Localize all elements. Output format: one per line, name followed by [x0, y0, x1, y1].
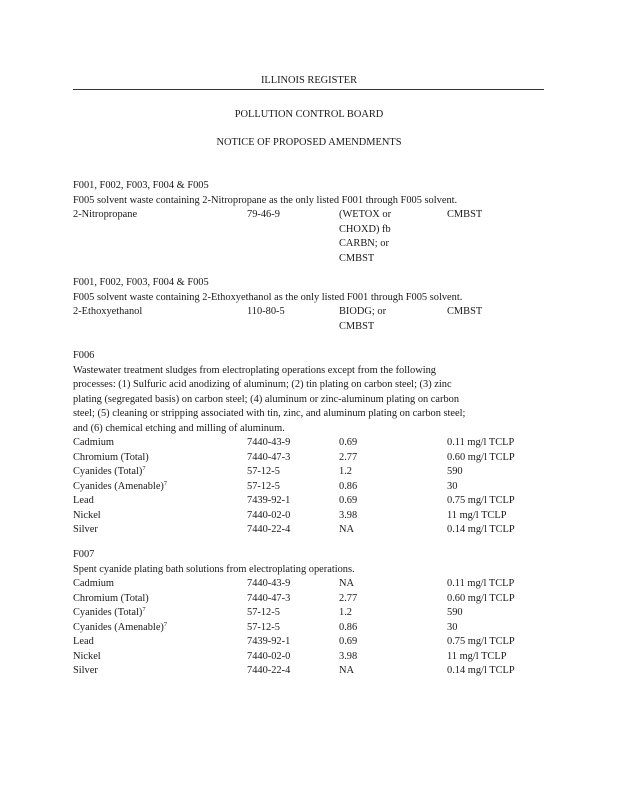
cas-number: 57-12-5: [247, 466, 280, 477]
cas-number: 7440-22-4: [247, 524, 291, 535]
waste-code: F001, F002, F003, F004 & F005: [73, 277, 209, 288]
wastewater-standard: 0.69: [339, 495, 358, 506]
wastewater-standard: NA: [339, 524, 355, 535]
constituent-name: 2-Ethoxyethanol: [73, 306, 143, 317]
constituent-name: Chromium (Total): [73, 451, 149, 463]
wastewater-standard: 3.98: [339, 509, 358, 521]
nonwastewater-standard: 590: [447, 607, 463, 618]
nonwastewater-standard: CMBST: [447, 306, 483, 317]
cas-number: 7440-02-0: [247, 650, 291, 662]
nonwastewater-standard: 11 mg/l TCLP: [447, 650, 507, 662]
nonwastewater-standard: 0.60 mg/l TCLP: [447, 592, 515, 604]
wastewater-standard: NA: [339, 578, 355, 589]
constituent-name: Chromium (Total): [73, 592, 149, 604]
cas-number: 7439-92-1: [247, 495, 291, 506]
nonwastewater-standard: 0.11 mg/l TCLP: [447, 578, 515, 589]
nonwastewater-standard: 0.60 mg/l TCLP: [447, 451, 515, 463]
wastewater-standard: 2.77: [339, 592, 358, 604]
nonwastewater-standard: 0.75 mg/l TCLP: [447, 636, 515, 647]
nonwastewater-standard: 590: [447, 466, 463, 477]
constituent-name: Nickel: [73, 509, 101, 521]
nonwastewater-standard: 0.14 mg/l TCLP: [447, 665, 515, 676]
constituent-name: Cyanides (Amenable)$^7$: [73, 479, 168, 492]
nonwastewater-standard: 30: [447, 621, 458, 633]
cas-number: 57-12-5: [247, 480, 280, 492]
constituent-name: Lead: [73, 495, 94, 506]
cas-number: 57-12-5: [247, 621, 280, 633]
cas-number: 7439-92-1: [247, 636, 291, 647]
nonwastewater-standard: 0.14 mg/l TCLP: [447, 524, 515, 535]
waste-description: Wastewater treatment sludges from electroplating operations except from the following: [73, 364, 437, 376]
wastewater-standard: BIODG; or: [339, 306, 387, 317]
nonwastewater-standard: CMBST: [447, 209, 483, 220]
constituent-name: Cyanides (Total)$^7$: [73, 465, 146, 477]
wastewater-standard: NA: [339, 665, 355, 676]
cas-number: 7440-02-0: [247, 509, 291, 521]
footnote-marker: 7: [163, 620, 168, 628]
constituent-name: Cadmium: [73, 437, 114, 448]
constituent-name: 2-Nitropropane: [73, 209, 138, 220]
cas-number: 79-46-9: [247, 209, 280, 220]
wastewater-standard: (WETOX or: [339, 209, 392, 220]
constituent-name: Cadmium: [73, 578, 114, 589]
wastewater-standard: CMBST: [339, 320, 375, 332]
footnote-marker: 7: [142, 465, 146, 472]
waste-description: and (6) chemical etching and milling of aluminum.: [73, 422, 285, 434]
wastewater-standard: 1.2: [339, 607, 352, 618]
waste-code: F006: [73, 350, 95, 361]
cas-number: 57-12-5: [247, 607, 280, 618]
wastewater-standard: CMBST: [339, 252, 375, 264]
constituent-name: Lead: [73, 636, 94, 647]
cas-number: 110-80-5: [247, 306, 285, 317]
cas-number: 7440-22-4: [247, 665, 291, 676]
footnote-marker: 7: [163, 479, 168, 487]
wastewater-standard: 0.86: [339, 621, 358, 633]
waste-description: Spent cyanide plating bath solutions from electroplating operations.: [73, 563, 355, 575]
wastewater-standard: 0.69: [339, 437, 358, 448]
footnote-marker: 7: [142, 606, 146, 613]
notice-title: NOTICE OF PROPOSED AMENDMENTS: [216, 137, 402, 148]
board-title: POLLUTION CONTROL BOARD: [234, 109, 384, 120]
waste-description: F005 solvent waste containing 2-Nitropropane as the only listed F001 through F005 solvent.: [73, 194, 458, 206]
wastewater-standard: CHOXD) fb: [339, 223, 391, 235]
nonwastewater-standard: 30: [447, 480, 458, 492]
waste-code: F001, F002, F003, F004 & F005: [73, 180, 209, 191]
waste-description: plating (segregated basis) on carbon steel; (4) aluminum or zinc-aluminum plating on carbon: [73, 393, 460, 405]
waste-description: steel; (5) cleaning or stripping associated with tin, zinc, and aluminum plating on carbon steel;: [73, 408, 466, 419]
cas-number: 7440-47-3: [247, 451, 291, 463]
constituent-name: Silver: [73, 524, 98, 535]
wastewater-standard: 2.77: [339, 451, 358, 463]
cas-number: 7440-43-9: [247, 437, 291, 448]
cas-number: 7440-47-3: [247, 592, 291, 604]
wastewater-standard: 3.98: [339, 650, 358, 662]
wastewater-standard: 0.69: [339, 636, 358, 647]
waste-description: F005 solvent waste containing 2-Ethoxyethanol as the only listed F001 through F005 solvent.: [73, 291, 463, 303]
header-rule: [73, 89, 544, 90]
waste-description: processes: (1) Sulfuric acid anodizing of aluminum; (2) tin plating on carbon steel; (3) zinc: [73, 379, 452, 390]
wastewater-standard: 1.2: [339, 466, 352, 477]
constituent-name: Nickel: [73, 650, 101, 662]
nonwastewater-standard: 0.75 mg/l TCLP: [447, 495, 515, 506]
nonwastewater-standard: 11 mg/l TCLP: [447, 509, 507, 521]
waste-code: F007: [73, 549, 95, 560]
cas-number: 7440-43-9: [247, 578, 291, 589]
nonwastewater-standard: 0.11 mg/l TCLP: [447, 437, 515, 448]
register-title: ILLINOIS REGISTER: [260, 75, 358, 86]
constituent-name: Cyanides (Amenable)$^7$: [73, 620, 168, 633]
wastewater-standard: CARBN; or: [339, 238, 389, 249]
constituent-name: Silver: [73, 665, 98, 676]
wastewater-standard: 0.86: [339, 480, 358, 492]
constituent-name: Cyanides (Total)$^7$: [73, 606, 146, 618]
